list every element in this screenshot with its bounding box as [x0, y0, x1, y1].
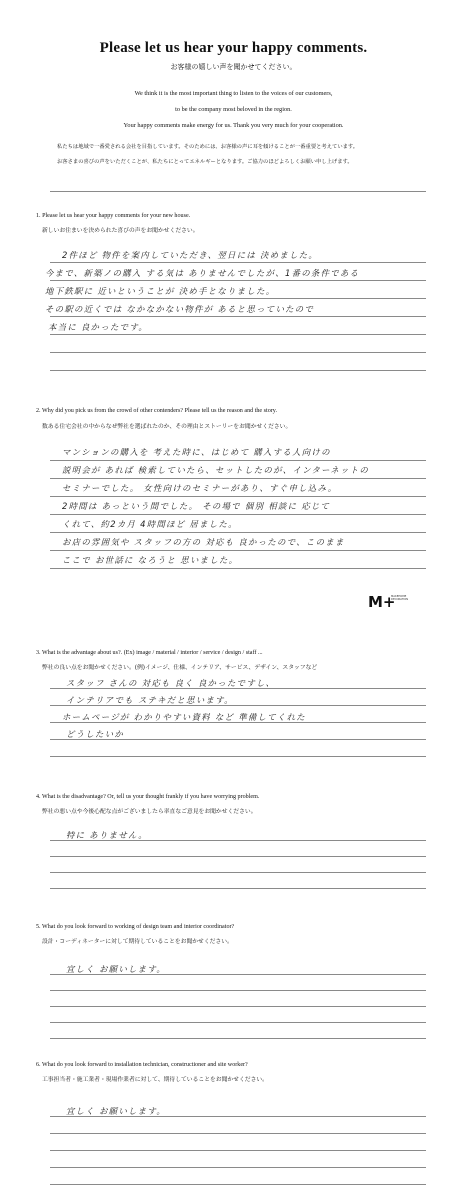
question-6-jp: 工事担当者・施工業者・現場作業者に対して、期待していることをお聞かせください。: [42, 1077, 268, 1083]
intro-line-2: to be the company most beloved in the region.: [175, 106, 292, 113]
answer-line: [50, 316, 426, 317]
answer-line: [50, 1006, 426, 1007]
handwritten-answer: 今まで、新築ノの購入 する気は ありませんでしたが、1番の条件である: [45, 268, 360, 278]
header-divider: [50, 191, 426, 192]
answer-line: [50, 1038, 426, 1039]
handwritten-answer: 宜しく お願いします。: [66, 1106, 167, 1116]
answer-line: [50, 990, 426, 991]
answer-line: [50, 352, 426, 353]
question-5-en: 5. What do you look forward to working of design team and interior coordinator?: [36, 924, 235, 930]
intro-line-3: Your happy comments make energy for us. Thank you very much for your cooperation.: [123, 122, 344, 129]
question-4-en: 4. What is the disadvantage? Or, tell us your thought frankly if you have worrying problem.: [36, 794, 260, 800]
answer-line: [50, 298, 426, 299]
logo-text-line-2: DECORATION: [391, 598, 409, 602]
handwritten-answer: 特に ありません。: [66, 830, 148, 840]
page-title: Please let us hear your happy comments.: [99, 40, 368, 56]
handwritten-answer: 本当に 良かったです。: [48, 322, 149, 332]
handwritten-answer: インテリアでも ステキだと思います。: [66, 695, 234, 705]
handwritten-answer: どうしたいか: [66, 729, 125, 739]
handwritten-answer: くれて、約2カ月 4時間ほど 居ました。: [62, 519, 238, 529]
answer-line: [50, 478, 426, 479]
answer-line: [50, 334, 426, 335]
intro-jp-line-2: お客さまの喜びの声をいただくことが、私たちにとってエネルギーとなります。ご協力のほどよろしくお願い申し上げます。: [57, 159, 353, 165]
handwritten-answer: 地下鉄駅に 近いということが 決め手となりました。: [45, 286, 276, 296]
handwritten-answer: マンションの購入を 考えた時に、はじめて 購入する人向けの: [62, 447, 331, 457]
answer-line: [50, 460, 426, 461]
answer-line: [50, 856, 426, 857]
answer-line: [50, 1167, 426, 1168]
intro-line-1: We think it is the most important thing to listen to the voices of our customers,: [134, 90, 333, 97]
handwritten-answer: ここで お世話に なろうと 思いました。: [62, 555, 239, 565]
answer-line: [50, 1184, 426, 1185]
question-5-jp: 設計・コーディネーターに対して期待していることをお聞かせください。: [42, 939, 233, 945]
handwritten-answer: お店の雰囲気や スタッフの方の 対応も 良かったので、このまま: [62, 537, 345, 547]
handwritten-answer: 説明会が あれば 検索していたら、セットしたのが、インターネットの: [62, 465, 370, 475]
answer-line: [50, 1133, 426, 1134]
handwritten-answer: 宜しく お願いします。: [66, 964, 167, 974]
question-2-jp: 数ある住宅会社の中からなぜ弊社を選ばれたのか、その理由とストーリーをお聞かせください。: [42, 424, 292, 430]
logo-text-line-1: MAKEHOME: [391, 595, 407, 598]
answer-line: [50, 262, 426, 263]
handwritten-answer: スタッフ さんの 対応も 良く 良かったですし、: [66, 678, 276, 688]
page-subtitle: お客様の嬉しい声を聞かせてください。: [170, 63, 297, 71]
answer-line: [50, 756, 426, 757]
company-logo-text: [391, 595, 408, 601]
handwritten-answer: 2件ほど 物件を案内していただき、翌日には 決めました。: [62, 250, 319, 260]
question-4-jp: 弊社の悪い点や今後心配な点がございましたら率直なご意見をお聞かせください。: [42, 809, 257, 815]
answer-line: [50, 568, 426, 569]
answer-line: [50, 370, 426, 371]
answer-line: [50, 1150, 426, 1151]
handwritten-answer: 2時間は あっという間でした。 その場で 個別 相談に 応じて: [62, 501, 331, 511]
answer-line: [50, 496, 426, 497]
handwritten-answer: セミナーでした。 女性向けのセミナーがあり、すぐ申し込み。: [62, 483, 338, 493]
question-2-en: 2. Why did you pick us from the crowd of other contenders? Please tell us the reason and the story.: [36, 408, 277, 414]
question-3-jp: 弊社の良い点をお聞かせください。(例)イメージ、仕様、インテリア、サービス、デザイン、スタッフなど: [42, 665, 318, 671]
answer-line: [50, 550, 426, 551]
company-logo: M+: [368, 593, 396, 611]
handwritten-answer: ホームページが わかりやすい資料 など 準備してくれた: [62, 712, 306, 722]
answer-line: [50, 872, 426, 873]
answer-line: [50, 280, 426, 281]
answer-line: [50, 888, 426, 889]
answer-line: [50, 1022, 426, 1023]
question-1-en: 1. Please let us hear your happy comments for your new house.: [36, 213, 191, 219]
answer-line: [50, 514, 426, 515]
handwritten-answer: その駅の近くでは なかなかない物件が あると思っていたので: [45, 304, 315, 314]
answer-line: [50, 532, 426, 533]
question-1-jp: 新しいお住まいを決められた喜びの声をお聞かせください。: [42, 228, 199, 234]
question-3-en: 3. What is the advantage about us?. (Ex) image / material / interior / service / design / staff ...: [36, 650, 263, 656]
question-6-en: 6. What do you look forward to installation technician, constructioner and site worker?: [36, 1062, 248, 1068]
intro-jp-line-1: 私たちは地域で一番愛される会社を目指しています。そのためには、お客様の声に耳を傾けることが一番重要と考えています。: [57, 144, 359, 150]
